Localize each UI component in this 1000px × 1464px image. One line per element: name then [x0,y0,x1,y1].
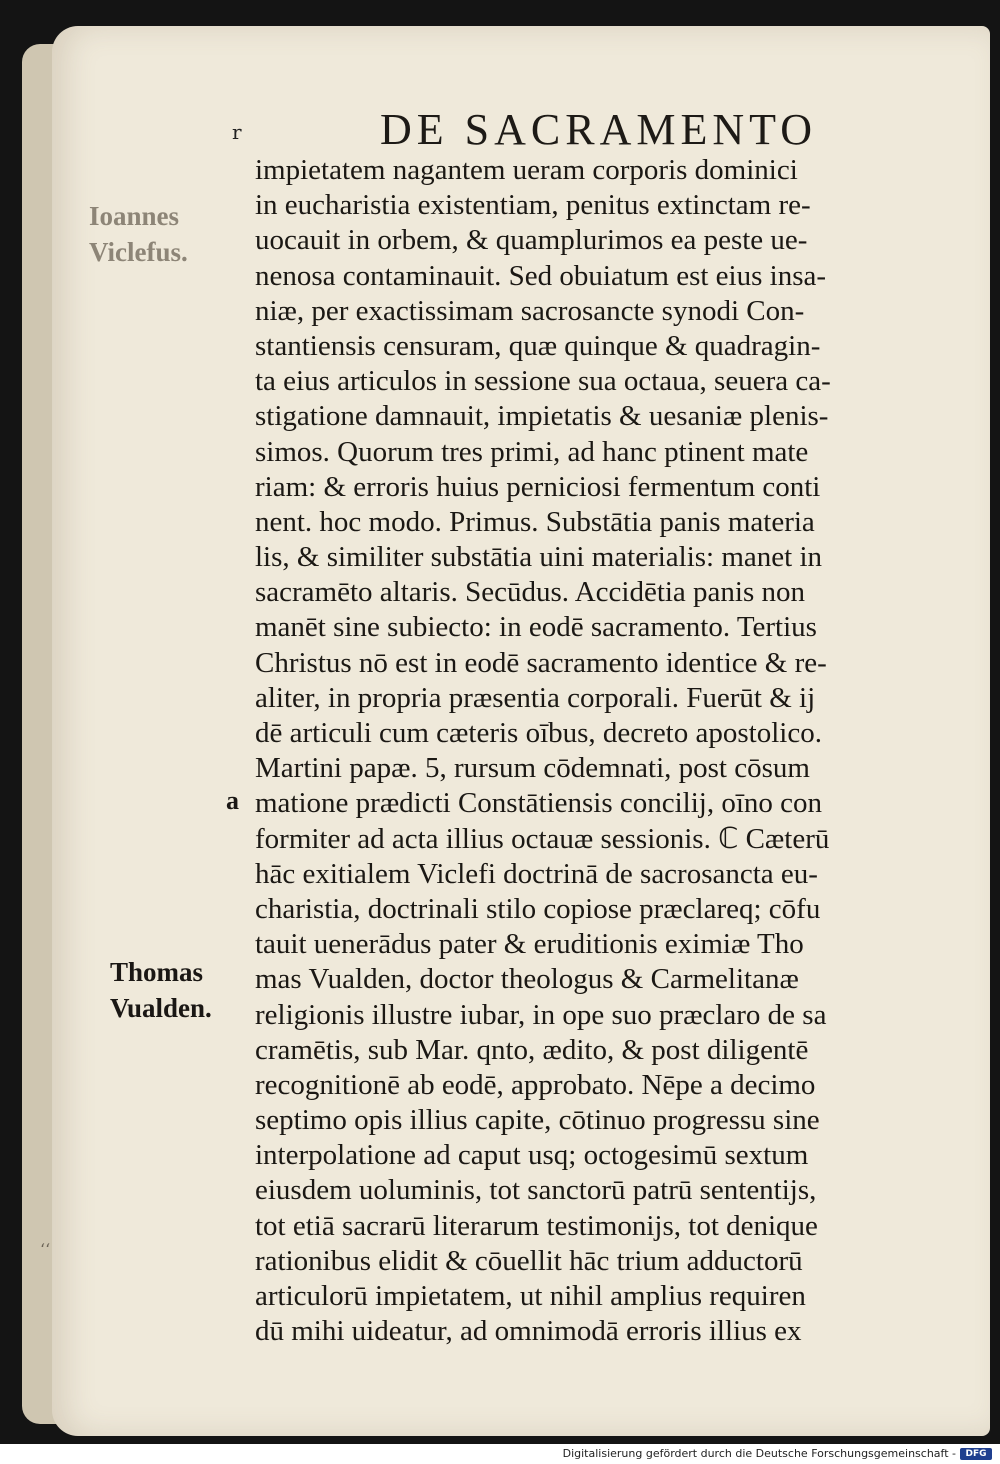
section-mark: a [226,786,239,815]
text-line: eiusdem uoluminis, tot sanctorū patrū sententijs, [255,1174,817,1207]
text-line: in eucharistia existentiam, penitus extinctam re- [255,189,811,222]
text-line: rationibus elidit & cōuellit hāc trium adductorū [255,1244,803,1277]
marginal-line: Viclefus. [89,237,188,267]
text-line: sacramēto altaris. Secūdus. Accidētia panis non [255,576,806,609]
text-line: nenosa contaminauit. Sed obuiatum est eius insa- [255,259,827,292]
text-line: simos. Quorum tres primi, ad hanc ptinent mate [255,435,809,468]
text-line: formiter ad acta illius octauæ sessionis. ℂ Cæterū [255,822,830,855]
marginal-line: Ioannes [89,201,180,231]
text-line: religionis illustre iubar, in ope suo præclaro de sa [255,998,827,1031]
text-line: charistia, doctrinali stilo copiose præclareq; cōfu [255,892,821,925]
marginal-note-vualden [110,954,212,1026]
text-line: dū mihi uideatur, ad omnimodā erroris illius ex [255,1315,802,1348]
text-line: uocauit in orbem, & quamplurimos ea peste ue- [255,224,808,257]
dfg-logo: DFG [960,1448,992,1460]
gutter-mark: ‘‘ [40,1240,51,1259]
text-line: cramētis, sub Mar. qnto, ædito, & post diligentē [255,1033,809,1066]
text-line: interpolatione ad caput usq; octogesimū sextum [255,1139,809,1172]
running-head: DE SACRAMENTO [380,105,818,154]
text-line: dē articuli cum cæteris oībus, decreto apostolico. [255,717,822,749]
text-line: Christus nō est in eodē sacramento identice & re- [255,646,827,679]
text-line: hāc exitialem Viclefi doctrinā de sacrosancta eu- [255,857,818,890]
body-text [255,153,955,1349]
marginal-note-viclefus [89,198,188,270]
text-line: matione prædicti Constātiensis concilij, oīno con [255,787,823,820]
text-line: stigatione damnauit, impietatis & uesaniæ plenis- [255,400,829,433]
text-line: mas Vualden, doctor theologus & Carmelitanæ [255,963,799,996]
funding-credit: Digitalisierung gefördert durch die Deutsche Forschungsgemeinschaft - [562,1447,956,1460]
text-line: recognitionē ab eodē, approbato. Nēpe a decimo [255,1068,816,1101]
text-line: articulorū impietatem, ut nihil amplius requiren [255,1280,806,1312]
text-line: lis, & similiter substātia uini materialis: manet in [255,541,823,574]
text-line: niæ, per exactissimam sacrosancte synodi Con- [255,294,805,327]
text-line: septimo opis illius capite, cōtinuo progressu sine [255,1104,820,1137]
text-line: ta eius articulos in sessione sua octaua, seuera ca- [255,365,831,398]
marginal-line: Vualden. [110,993,212,1023]
text-line: impietatem nagantem ueram corporis dominici [255,154,798,186]
text-line: aliter, in propria præsentia corporali. Fuerūt & ij [255,681,816,714]
text-line: tot etiā sacrarū literarum testimonijs, tot denique [255,1209,818,1242]
text-line: manēt sine subiecto: in eodē sacramento. Tertius [255,611,817,644]
text-line: Martini papæ. 5, rursum cōdemnati, post cōsum [255,752,810,785]
text-line: stantiensis censuram, quæ quinque & quadragin- [255,329,821,362]
marginal-line: Thomas [110,957,204,987]
text-line: tauit uenerādus pater & eruditionis eximiæ Tho [255,928,804,961]
header-mark: r [232,120,242,144]
text-line: riam: & erroris huius perniciosi fermentum conti [255,470,821,503]
text-line: nent. hoc modo. Primus. Substātia panis materia [255,505,815,538]
